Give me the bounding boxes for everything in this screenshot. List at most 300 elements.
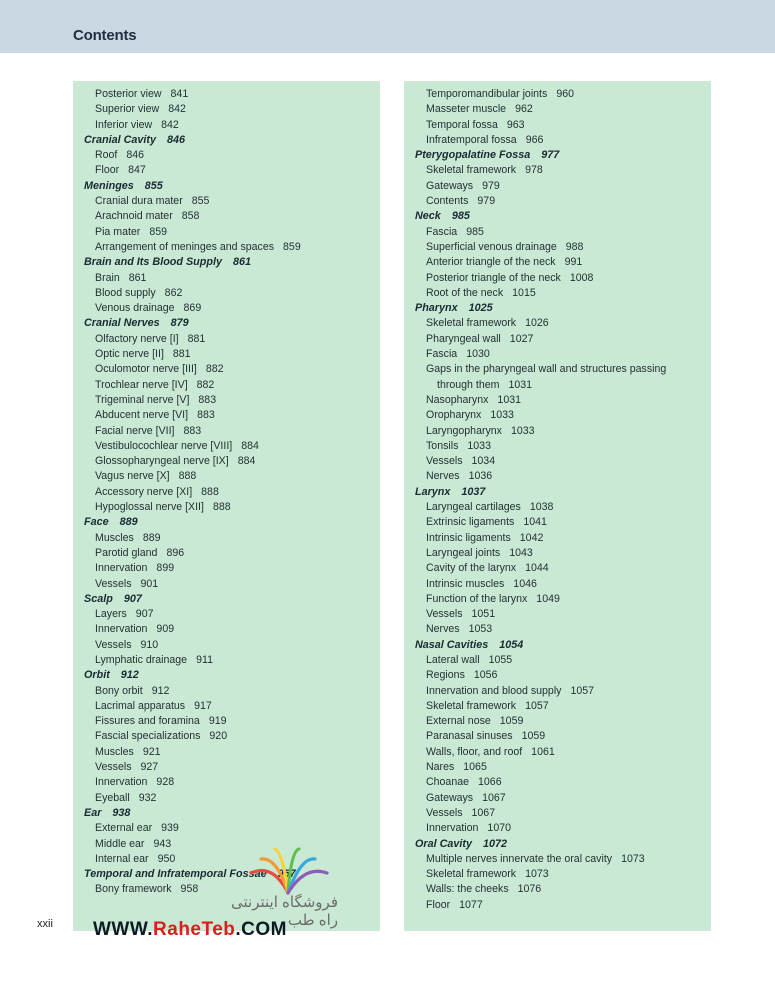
toc-entry-label: Pia mater: [95, 225, 141, 238]
toc-entry-page: 1033: [467, 439, 491, 452]
toc-entry-label: Posterior triangle of the neck: [426, 271, 561, 284]
toc-entry-label: Innervation: [95, 776, 148, 789]
toc-entry: [84, 209, 380, 224]
toc-entry-label: Vessels: [426, 806, 463, 819]
toc-entry-label: Vessels: [426, 455, 463, 468]
toc-entry-label: Pharynx: [415, 302, 458, 315]
toc-entry-label: Orbit: [84, 669, 110, 682]
toc-entry-page: 855: [144, 179, 163, 192]
toc-entry-page: 909: [156, 623, 175, 636]
toc-entry: [415, 118, 711, 133]
watermark-persian-text: فروشگاه اینترنتی راه طب: [230, 894, 338, 929]
toc-entry-page: 846: [167, 133, 186, 146]
toc-entry-label: Internal ear: [95, 852, 149, 865]
toc-entry: [415, 699, 711, 714]
toc-entry-label: Cranial Cavity: [84, 133, 157, 146]
toc-entry: [84, 531, 380, 546]
toc-entry-page: 889: [142, 531, 161, 544]
toc-entry-page: 1026: [525, 317, 549, 330]
toc-entry-label: Posterior view: [95, 88, 162, 100]
toc-entry: [84, 546, 380, 561]
toc-entry: [415, 87, 711, 102]
toc-entry-page: 1051: [471, 608, 496, 621]
toc-section-heading: [415, 485, 711, 500]
toc-entry-page: 962: [515, 103, 533, 116]
toc-entry: [84, 301, 380, 316]
page-number: xxii: [37, 918, 53, 930]
toc-entry: [415, 255, 711, 270]
toc-entry-label: Skeletal framework: [426, 317, 517, 330]
toc-entry-label: Root of the neck: [426, 286, 504, 299]
toc-entry-label: Brain: [95, 271, 120, 284]
toc-entry: [84, 561, 380, 576]
toc-section-heading: [415, 209, 711, 224]
toc-entry-page: 1070: [487, 822, 511, 835]
toc-entry: [84, 118, 380, 133]
toc-entry: [415, 500, 711, 515]
toc-entry-label: Trigeminal nerve [V]: [95, 393, 190, 406]
toc-entry-label: Arachnoid mater: [95, 210, 173, 223]
toc-entry-page: 1038: [529, 501, 554, 514]
toc-entry-label: Multiple nerves innervate the oral cavity: [426, 852, 613, 865]
toc-entry: [415, 408, 711, 423]
toc-entry-label: Fascia: [426, 348, 458, 361]
toc-entry-page: 920: [209, 730, 228, 743]
toc-entry-page: 1015: [512, 286, 536, 299]
toc-section-heading: [415, 638, 711, 653]
toc-entry-label: Innervation and blood supply: [426, 684, 562, 697]
toc-entry: [84, 684, 380, 699]
toc-entry-page: 1077: [459, 898, 483, 911]
toc-entry-page: 1044: [525, 562, 549, 575]
toc-entry: [84, 362, 380, 377]
toc-entry-label: Vessels: [95, 638, 132, 651]
toc-entry-page: 985: [451, 210, 470, 223]
toc-entry-label: Gaps in the pharyngeal wall and structures passing: [426, 363, 667, 376]
toc-entry: [84, 163, 380, 178]
toc-entry: [84, 699, 380, 714]
toc-entry-label: Skeletal framework: [426, 699, 517, 712]
toc-entry-label: Trochlear nerve [IV]: [95, 378, 188, 391]
toc-entry: [84, 271, 380, 286]
toc-entry-page: 1031: [497, 393, 521, 406]
toc-entry-label: Cavity of the larynx: [426, 562, 517, 575]
toc-entry-page: 901: [140, 577, 159, 590]
toc-entry: [84, 454, 380, 469]
toc-entry-page: 1034: [471, 455, 496, 468]
toc-entry-label: Oropharynx: [426, 409, 482, 422]
toc-entry: [415, 378, 711, 393]
toc-entry: [415, 102, 711, 117]
toc-entry-label: Gateways: [426, 791, 474, 804]
toc-right-column: [404, 81, 711, 931]
toc-entry-page: 862: [164, 286, 183, 299]
toc-entry-page: 927: [140, 761, 159, 774]
toc-entry-page: 888: [178, 470, 197, 483]
toc-entry-page: 861: [232, 256, 251, 269]
toc-entry-label: Vessels: [95, 761, 132, 774]
toc-entry-page: 966: [525, 133, 544, 146]
toc-entry-label: Superficial venous drainage: [426, 240, 557, 253]
toc-entry-label: Nerves: [426, 470, 460, 483]
toc-entry-label: Infratemporal fossa: [426, 133, 517, 146]
toc-entry-label: Vessels: [95, 577, 132, 590]
toc-entry: [415, 622, 711, 637]
toc-entry: [84, 393, 380, 408]
toc-entry-page: 1049: [536, 592, 560, 605]
toc-entry-page: 907: [135, 608, 154, 621]
toc-entry-label: Temporomandibular joints: [426, 88, 548, 100]
toc-entry: [415, 362, 711, 377]
toc-entry-label: Lymphatic drainage: [95, 653, 188, 666]
toc-entry: [415, 347, 711, 362]
toc-entry-label: Floor: [426, 898, 451, 911]
toc-entry-page: 1067: [482, 791, 506, 804]
toc-entry: [84, 577, 380, 592]
toc-entry: [415, 561, 711, 576]
toc-entry-page: 1055: [488, 653, 513, 666]
toc-entry: [84, 760, 380, 775]
toc-entry: [415, 791, 711, 806]
toc-entry-page: 882: [205, 363, 224, 376]
toc-entry: [415, 775, 711, 790]
toc-entry-page: 888: [201, 485, 219, 498]
toc-entry-label: Nasal Cavities: [415, 638, 489, 651]
toc-entry-page: 884: [237, 455, 256, 468]
toc-entry-page: 1033: [490, 409, 514, 422]
toc-entry-page: 960: [556, 88, 574, 100]
toc-entry: [415, 240, 711, 255]
toc-entry-page: 957: [277, 868, 296, 881]
toc-entry: [415, 163, 711, 178]
toc-entry-page: 1041: [523, 516, 547, 529]
toc-entry: [84, 500, 380, 515]
toc-entry-page: 842: [168, 103, 186, 116]
toc-entry: [415, 133, 711, 148]
toc-entry: [84, 653, 380, 668]
toc-entry-page: 883: [198, 393, 217, 406]
toc-entry-label: Cranial dura mater: [95, 195, 183, 208]
toc-entry-label: Bony orbit: [95, 684, 143, 697]
toc-entry-label: through them: [437, 378, 500, 391]
toc-entry-label: Venous drainage: [95, 302, 175, 315]
toc-section-heading: [84, 255, 380, 270]
toc-entry-label: Meninges: [84, 179, 134, 192]
toc-entry-label: Eyeball: [95, 791, 130, 804]
toc-entry-label: Contents: [426, 195, 469, 208]
toc-section-heading: [84, 515, 380, 530]
toc-entry-label: Nerves: [426, 623, 460, 636]
toc-section-heading: [84, 133, 380, 148]
toc-entry-page: 977: [541, 149, 560, 162]
toc-entry-label: Skeletal framework: [426, 164, 517, 177]
toc-entry-label: Pterygopalatine Fossa: [415, 149, 531, 162]
toc-entry-label: Blood supply: [95, 286, 156, 299]
toc-entry: [415, 668, 711, 683]
toc-entry-label: Paranasal sinuses: [426, 730, 513, 743]
toc-entry-label: Nasopharynx: [426, 393, 489, 406]
toc-entry-label: Lacrimal apparatus: [95, 699, 186, 712]
toc-entry-label: Inferior view: [95, 118, 153, 131]
toc-entry: [415, 515, 711, 530]
toc-entry-page: 1053: [468, 623, 493, 636]
toc-entry-page: 861: [128, 271, 147, 284]
toc-entry: [84, 408, 380, 423]
toc-entry-label: Laryngeal cartilages: [426, 501, 521, 514]
toc-entry-label: Fascia: [426, 225, 458, 238]
toc-entry-label: Middle ear: [95, 837, 145, 850]
toc-entry-page: 1025: [468, 302, 493, 315]
toc-entry-page: 1072: [483, 837, 508, 850]
toc-entry-label: Extrinsic ligaments: [426, 516, 515, 529]
toc-entry: [415, 393, 711, 408]
toc-entry-page: 869: [183, 302, 202, 315]
toc-entry: [84, 745, 380, 760]
toc-entry-label: Accessory nerve [XI]: [95, 485, 193, 498]
toc-entry-label: Vessels: [426, 608, 463, 621]
toc-entry-label: Muscles: [95, 531, 134, 544]
toc-entry: [415, 454, 711, 469]
toc-entry-page: 939: [161, 822, 179, 835]
toc-entry: [84, 87, 380, 102]
toc-section-heading: [415, 301, 711, 316]
toc-entry: [84, 424, 380, 439]
toc-entry-page: 1033: [510, 424, 535, 437]
toc-entry-page: 855: [191, 195, 210, 208]
toc-entry-label: Fissures and foramina: [95, 715, 200, 728]
toc-entry: [415, 898, 711, 913]
toc-entry-page: 1054: [499, 638, 524, 651]
toc-entry-page: 858: [181, 210, 200, 223]
toc-entry-label: Roof: [95, 149, 118, 162]
toc-entry-page: 958: [180, 883, 199, 896]
toc-entry: [415, 760, 711, 775]
toc-entry-page: 847: [128, 164, 146, 177]
toc-entry-label: Vestibulocochlear nerve [VIII]: [95, 439, 233, 452]
toc-entry-label: Nares: [426, 761, 455, 774]
toc-section-heading: [415, 148, 711, 163]
toc-entry-page: 881: [187, 332, 206, 345]
toc-entry-page: 963: [506, 118, 525, 131]
toc-entry: [415, 852, 711, 867]
toc-entry-page: 1066: [478, 776, 502, 789]
toc-entry: [415, 332, 711, 347]
toc-entry-label: Laryngopharynx: [426, 424, 502, 437]
toc-entry: [84, 821, 380, 836]
toc-entry-label: Bony framework: [95, 883, 172, 896]
toc-section-heading: [84, 179, 380, 194]
toc-entry: [415, 607, 711, 622]
toc-entry-page: 938: [112, 806, 131, 819]
toc-entry-label: Function of the larynx: [426, 592, 528, 605]
toc-entry-page: 896: [166, 546, 185, 559]
toc-entry: [415, 729, 711, 744]
toc-entry-label: Tonsils: [426, 439, 459, 452]
toc-entry-label: Glossopharyngeal nerve [IX]: [95, 455, 229, 468]
toc-entry-label: Muscles: [95, 745, 134, 758]
toc-entry-label: Optic nerve [II]: [95, 348, 164, 361]
toc-entry-page: 988: [565, 240, 584, 253]
toc-entry-page: 1031: [508, 378, 533, 391]
toc-entry-page: 1042: [519, 531, 544, 544]
toc-entry: [84, 225, 380, 240]
toc-entry-page: 943: [153, 837, 172, 850]
toc-entry-label: Olfactory nerve [I]: [95, 332, 179, 345]
toc-entry-page: 1059: [499, 715, 524, 728]
toc-entry: [84, 378, 380, 393]
toc-entry-label: Temporal fossa: [426, 118, 498, 131]
toc-entry-label: Abducent nerve [VI]: [95, 409, 189, 422]
toc-entry-label: External nose: [426, 715, 491, 728]
toc-entry: [415, 531, 711, 546]
toc-entry-label: Choanae: [426, 776, 470, 789]
toc-entry-label: Masseter muscle: [426, 103, 507, 116]
toc-entry: [415, 577, 711, 592]
toc-entry-page: 911: [196, 653, 213, 666]
toc-entry-label: Oculomotor nerve [III]: [95, 363, 197, 376]
toc-entry: [84, 622, 380, 637]
toc-entry-page: 907: [123, 592, 142, 605]
toc-entry-label: Intrinsic muscles: [426, 577, 505, 590]
toc-entry-page: 1043: [509, 546, 533, 559]
toc-entry: [415, 271, 711, 286]
toc-entry: [84, 332, 380, 347]
toc-entry: [415, 179, 711, 194]
toc-entry-label: Brain and Its Blood Supply: [84, 256, 222, 269]
toc-entry: [415, 806, 711, 821]
toc-entry-page: 879: [170, 317, 189, 330]
toc-entry: [415, 546, 711, 561]
toc-entry-page: 841: [170, 88, 189, 100]
toc-entry-page: 1065: [463, 761, 487, 774]
toc-entry-page: 921: [142, 745, 161, 758]
toc-entry-page: 919: [208, 715, 227, 728]
watermark-url: [93, 919, 287, 941]
toc-entry-page: 912: [120, 669, 139, 682]
toc-entry-page: 1056: [473, 669, 498, 682]
toc-entry-page: 842: [161, 118, 179, 131]
toc-entry-page: 1037: [461, 485, 486, 498]
toc-section-heading: [84, 668, 380, 683]
toc-entry-page: 1030: [466, 348, 490, 361]
toc-entry-label: Layers: [95, 608, 127, 621]
toc-section-heading: [84, 806, 380, 821]
toc-entry: [415, 469, 711, 484]
toc-entry-label: Vagus nerve [X]: [95, 470, 170, 483]
toc-entry-page: 881: [172, 348, 191, 361]
toc-entry-label: Intrinsic ligaments: [426, 531, 511, 544]
toc-entry: [415, 745, 711, 760]
toc-entry-label: Walls: the cheeks: [426, 883, 509, 896]
toc-entry-page: 950: [157, 852, 176, 865]
toc-entry: [415, 684, 711, 699]
toc-entry-label: Temporal and Infratemporal Fossae: [84, 868, 267, 881]
toc-entry-label: Floor: [95, 164, 120, 177]
toc-entry-page: 991: [564, 256, 583, 269]
watermark-url-brand: RaheTeb: [153, 919, 236, 940]
toc-entry: [415, 225, 711, 240]
toc-entry: [84, 485, 380, 500]
watermark: [93, 843, 338, 943]
toc-entry-page: 985: [466, 225, 484, 238]
toc-entry-page: 1061: [531, 745, 555, 758]
toc-entry-label: Superior view: [95, 103, 160, 116]
toc-entry-page: 1036: [468, 470, 493, 483]
watermark-url-suffix: .COM: [235, 919, 287, 940]
toc-entry: [84, 714, 380, 729]
toc-entry-page: 884: [241, 439, 259, 452]
toc-entry: [84, 791, 380, 806]
toc-entry: [415, 867, 711, 882]
toc-entry: [415, 821, 711, 836]
toc-entry-label: Gateways: [426, 179, 474, 192]
toc-entry: [415, 882, 711, 897]
toc-entry: [84, 638, 380, 653]
toc-entry: [84, 240, 380, 255]
toc-entry-page: 859: [283, 240, 301, 253]
toc-entry: [84, 102, 380, 117]
toc-entry-label: Oral Cavity: [415, 837, 473, 850]
toc-entry-page: 1059: [521, 730, 546, 743]
toc-entry-label: Facial nerve [VII]: [95, 424, 175, 437]
toc-entry-label: Laryngeal joints: [426, 546, 501, 559]
toc-entry: [84, 729, 380, 744]
toc-entry-page: 1073: [525, 868, 549, 881]
toc-entry-label: Innervation: [95, 562, 148, 575]
toc-left-column: [73, 81, 380, 931]
toc-entry: [84, 347, 380, 362]
toc-entry-label: Regions: [426, 669, 465, 682]
toc-entry-label: Ear: [84, 806, 102, 819]
toc-entry-page: 928: [156, 776, 175, 789]
toc-entry: [415, 286, 711, 301]
toc-entry-label: Parotid gland: [95, 546, 158, 559]
watermark-url-prefix: WWW.: [93, 919, 154, 940]
toc-entry-page: 859: [149, 225, 168, 238]
toc-entry-page: 1076: [517, 883, 542, 896]
page-title: Contents: [73, 27, 137, 44]
toc-entry-page: 846: [126, 149, 145, 162]
toc-section-heading: [415, 837, 711, 852]
toc-entry-label: Face: [84, 516, 109, 529]
toc-entry: [84, 607, 380, 622]
toc-entry-page: 883: [183, 424, 202, 437]
toc-entry-page: 979: [477, 195, 496, 208]
toc-entry-page: 1067: [471, 806, 496, 819]
toc-entry-page: 1008: [569, 271, 594, 284]
toc-entry-page: 882: [196, 378, 215, 391]
toc-entry-page: 1046: [513, 577, 537, 590]
toc-entry: [84, 775, 380, 790]
toc-entry-label: Cranial Nerves: [84, 317, 160, 330]
toc-section-heading: [84, 592, 380, 607]
toc-entry: [415, 592, 711, 607]
toc-entry-label: Innervation: [426, 822, 479, 835]
toc-entry-label: Fascial specializations: [95, 730, 201, 743]
toc-entry-label: Neck: [415, 210, 441, 223]
toc-section-heading: [84, 316, 380, 331]
toc-entry: [415, 424, 711, 439]
toc-entry-label: External ear: [95, 822, 153, 835]
toc-entry-label: Scalp: [84, 592, 113, 605]
toc-entry-page: 978: [525, 164, 543, 177]
toc-entry-page: 888: [212, 501, 231, 514]
toc-entry: [84, 286, 380, 301]
toc-entry-label: Pharyngeal wall: [426, 332, 501, 345]
toc-entry-page: 910: [140, 638, 159, 651]
toc-entry-page: 1057: [525, 699, 549, 712]
toc-entry-label: Larynx: [415, 485, 451, 498]
